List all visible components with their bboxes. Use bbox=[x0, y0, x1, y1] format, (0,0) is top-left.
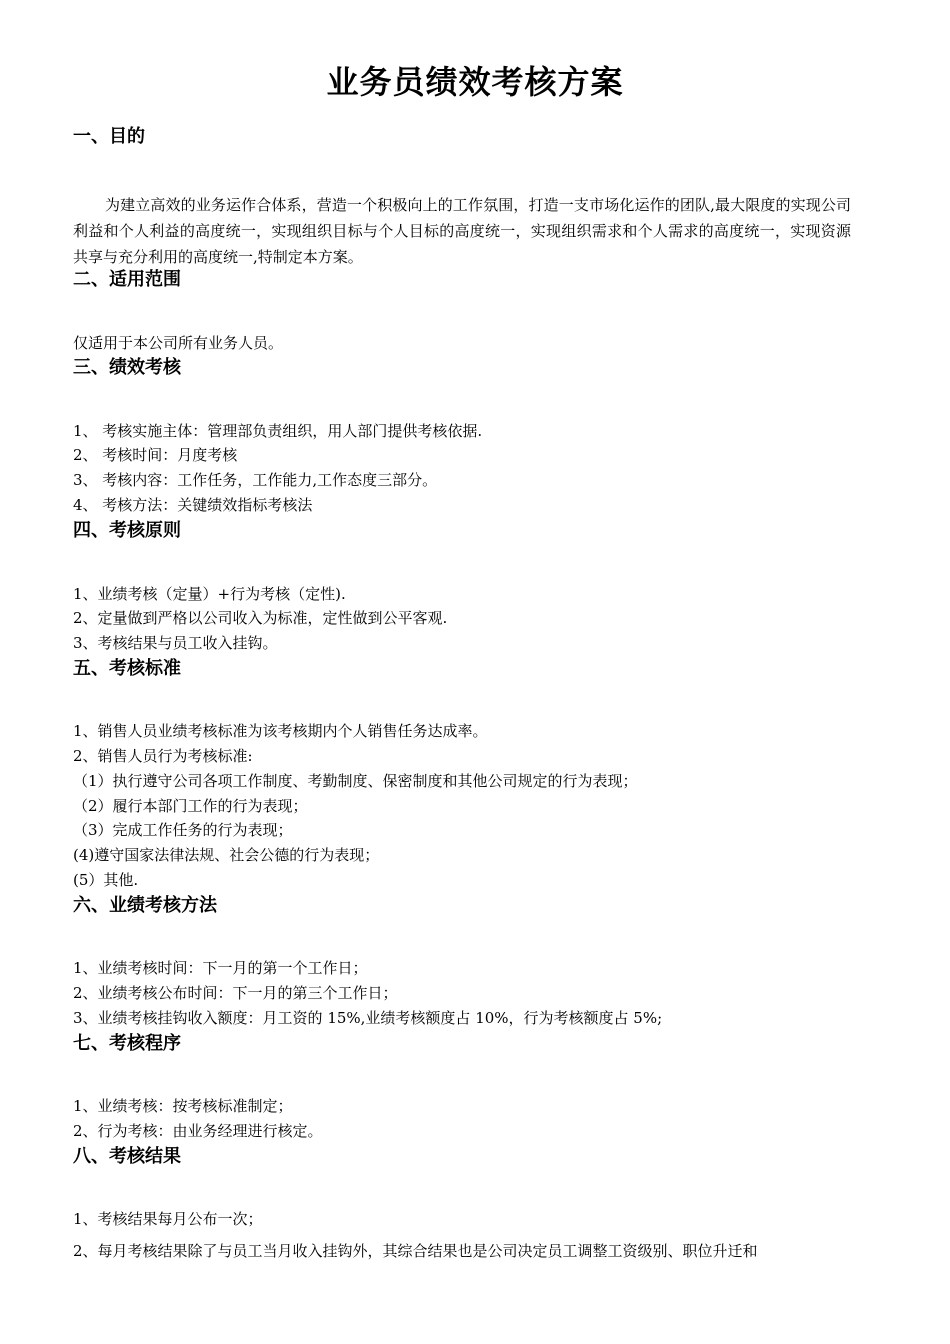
section-line: 2、销售人员行为考核标准: bbox=[73, 747, 253, 765]
section-heading-results: 八、考核结果 bbox=[73, 1146, 181, 1167]
section-line: 1、业绩考核时间：下一月的第一个工作日； bbox=[73, 959, 368, 977]
section-line: 3、 考核内容：工作任务，工作能力,工作态度三部分。 bbox=[73, 471, 438, 489]
section-line: 仅适用于本公司所有业务人员。 bbox=[73, 334, 284, 352]
section-heading-performance-method: 六、业绩考核方法 bbox=[73, 895, 217, 916]
section-line: （2）履行本部门工作的行为表现； bbox=[73, 797, 308, 815]
section-line: (4)遵守国家法律法规、社会公德的行为表现； bbox=[73, 846, 380, 864]
section-line: 2、每月考核结果除了与员工当月收入挂钩外，其综合结果也是公司决定员工调整工资级别、职位升迁和 bbox=[73, 1242, 758, 1260]
section-line: 4、 考核方法：关键绩效指标考核法 bbox=[73, 496, 313, 514]
section-line: 1、考核结果每月公布一次； bbox=[73, 1210, 263, 1228]
section-line: 3、业绩考核挂钩收入额度：月工资的 15%,业绩考核额度占 10%，行为考核额度占 5%; bbox=[73, 1009, 663, 1027]
section-heading-principles: 四、考核原则 bbox=[73, 520, 181, 541]
section-line: 1、销售人员业绩考核标准为该考核期内个人销售任务达成率。 bbox=[73, 722, 488, 740]
section-line: 2、 考核时间：月度考核 bbox=[73, 446, 238, 464]
section-line: 3、考核结果与员工收入挂钩。 bbox=[73, 634, 278, 652]
section-heading-scope: 二、适用范围 bbox=[73, 269, 181, 290]
section-line: 1、业绩考核（定量）+行为考核（定性). bbox=[73, 585, 346, 603]
section-paragraph-purpose: 为建立高效的业务运作合体系，营造一个积极向上的工作氛围，打造一支市场化运作的团队,最大限度的实现公司利益和个人利益的高度统一，实现组织目标与个人目标的高度统一，实现组织需求和个人需求的高度统一，实现资源共享与充分利用的高度统一,特制定本方案。 bbox=[73, 196, 851, 266]
section-line: 1、 考核实施主体：管理部负责组织，用人部门提供考核依据. bbox=[73, 422, 483, 440]
section-line: 2、定量做到严格以公司收入为标准，定性做到公平客观. bbox=[73, 609, 448, 627]
section-line: 2、业绩考核公布时间：下一月的第三个工作日； bbox=[73, 984, 398, 1002]
document-title: 业务员绩效考核方案 bbox=[326, 63, 624, 101]
section-heading-assessment: 三、绩效考核 bbox=[73, 357, 181, 378]
section-line: 1、业绩考核：按考核标准制定； bbox=[73, 1097, 293, 1115]
section-heading-procedure: 七、考核程序 bbox=[73, 1033, 181, 1054]
section-line: （1）执行遵守公司各项工作制度、考勤制度、保密制度和其他公司规定的行为表现； bbox=[73, 772, 638, 790]
section-line: (5）其他. bbox=[73, 871, 139, 889]
section-line: 2、行为考核：由业务经理进行核定。 bbox=[73, 1122, 323, 1140]
section-heading-standards: 五、考核标准 bbox=[73, 658, 181, 679]
section-line: （3）完成工作任务的行为表现； bbox=[73, 821, 293, 839]
section-heading-purpose: 一、目的 bbox=[73, 126, 145, 147]
